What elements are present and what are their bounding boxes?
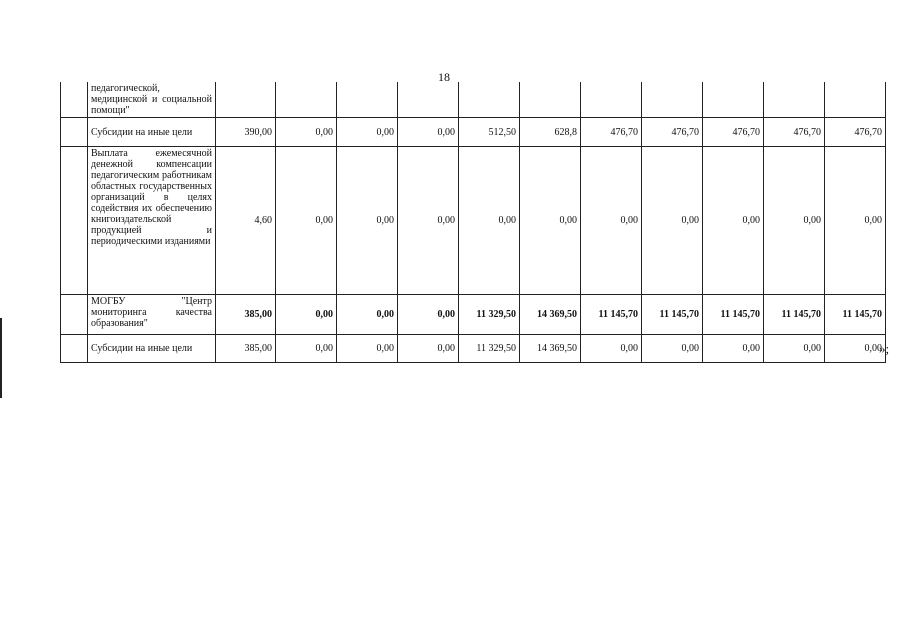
table-row — [61, 82, 886, 118]
value-cell: 0,00 — [581, 147, 642, 295]
table-row — [61, 295, 886, 335]
table-row — [61, 335, 886, 363]
row-index-cell — [61, 335, 88, 363]
value-cell: 0,00 — [337, 147, 398, 295]
value-cell: 512,50 — [459, 118, 520, 147]
value-cell: 0,00 — [276, 295, 337, 335]
value-cell — [398, 82, 459, 118]
value-cell: 0,00 — [703, 147, 764, 295]
value-cell: 0,00 — [276, 118, 337, 147]
row-label: Субсидии на иные цели — [88, 118, 216, 147]
value-cell: 11 145,70 — [581, 295, 642, 335]
value-cell: 11 145,70 — [764, 295, 825, 335]
value-cell: 476,70 — [581, 118, 642, 147]
value-cell: 0,00 — [276, 335, 337, 363]
value-cell: 385,00 — [216, 335, 276, 363]
value-cell: 14 369,50 — [520, 335, 581, 363]
value-cell: 0,00 — [703, 335, 764, 363]
table-row — [61, 147, 886, 295]
value-cell: 476,70 — [825, 118, 886, 147]
value-cell: 0,00 — [764, 335, 825, 363]
value-cell: 0,00 — [398, 118, 459, 147]
row-label: Выплата ежемесячной денежной компенсации педагогическим работникам областных государственных организаций в целях содействия их обеспечению книгоиздательской продукцией и периодическими изданиями — [88, 147, 216, 295]
value-cell — [703, 82, 764, 118]
value-cell: 0,00 — [642, 335, 703, 363]
row-label: Субсидии на иные цели — [88, 335, 216, 363]
value-cell: 0,00 — [825, 147, 886, 295]
budget-table — [60, 82, 886, 363]
value-cell: 4,60 — [216, 147, 276, 295]
row-index-cell — [61, 82, 88, 118]
value-cell: 0,00 — [337, 335, 398, 363]
value-cell: 0,00 — [276, 147, 337, 295]
value-cell: 385,00 — [216, 295, 276, 335]
value-cell: 0,00 — [337, 118, 398, 147]
value-cell: 11 145,70 — [642, 295, 703, 335]
value-cell — [276, 82, 337, 118]
value-cell: 0,00 — [825, 335, 886, 363]
value-cell: 476,70 — [703, 118, 764, 147]
row-label: МОГБУ "Центр мониторинга качества образования" — [88, 295, 216, 335]
value-cell — [337, 82, 398, 118]
value-cell: 476,70 — [764, 118, 825, 147]
value-cell: 0,00 — [520, 147, 581, 295]
value-cell — [825, 82, 886, 118]
value-cell — [642, 82, 703, 118]
value-cell: 14 369,50 — [520, 295, 581, 335]
value-cell — [581, 82, 642, 118]
value-cell: 11 145,70 — [703, 295, 764, 335]
value-cell: 0,00 — [764, 147, 825, 295]
value-cell: 0,00 — [398, 335, 459, 363]
value-cell: 0,00 — [459, 147, 520, 295]
table-row — [61, 118, 886, 147]
value-cell: 11 145,70 — [825, 295, 886, 335]
value-cell — [216, 82, 276, 118]
value-cell: 0,00 — [642, 147, 703, 295]
value-cell: 11 329,50 — [459, 295, 520, 335]
row-index-cell — [61, 118, 88, 147]
value-cell: 476,70 — [642, 118, 703, 147]
scan-edge-mark — [0, 318, 2, 398]
value-cell — [459, 82, 520, 118]
value-cell: 0,00 — [337, 295, 398, 335]
value-cell: 0,00 — [398, 295, 459, 335]
value-cell — [764, 82, 825, 118]
closing-quote-mark: »; — [879, 341, 890, 356]
value-cell: 628,8 — [520, 118, 581, 147]
value-cell: 0,00 — [581, 335, 642, 363]
value-cell — [520, 82, 581, 118]
value-cell: 11 329,50 — [459, 335, 520, 363]
row-label: педагогической, медицинской и социальной помощи" — [88, 82, 216, 118]
row-index-cell — [61, 147, 88, 295]
value-cell: 390,00 — [216, 118, 276, 147]
row-index-cell — [61, 295, 88, 335]
page-number: 18 — [438, 70, 450, 84]
value-cell: 0,00 — [398, 147, 459, 295]
